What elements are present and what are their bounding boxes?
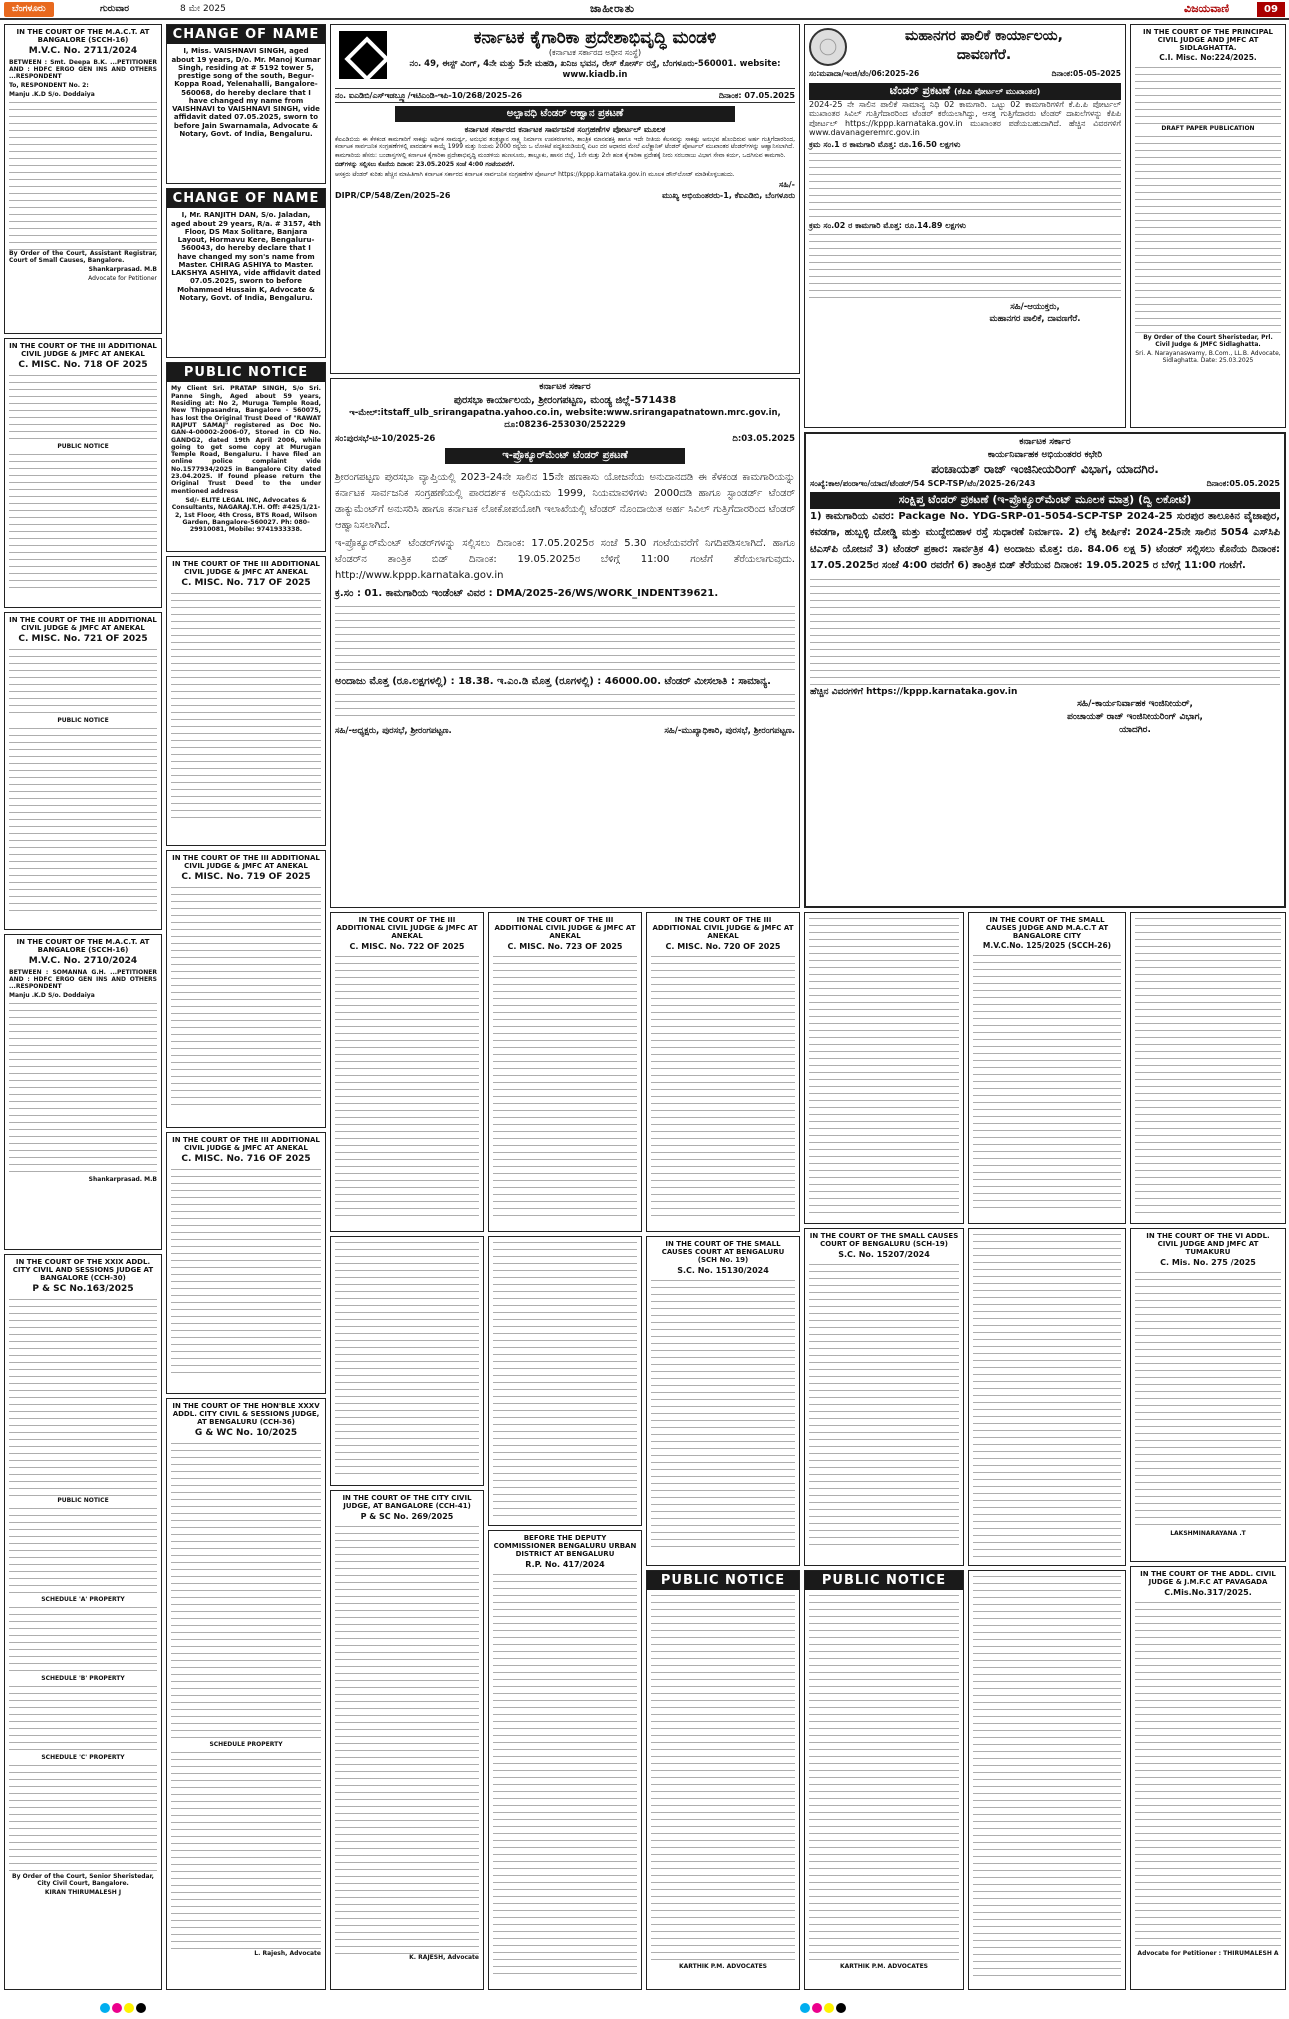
gov-heading: ಕರ್ನಾಟಕ ಸರ್ಕಾರ [539, 382, 591, 392]
public-notice-heading: PUBLIC NOTICE [57, 716, 109, 724]
notice-body [335, 1524, 479, 1954]
cmisc-notice-722 [330, 912, 484, 1232]
dipr-code: DIPR/CP/548/Zen/2025-26 [335, 191, 451, 201]
case-number: C. MISC. No. 720 OF 2025 [665, 942, 781, 952]
court-title: IN THE COURT OF THE M.A.C.T. AT BANGALORE (SCCH-16) [16, 938, 150, 955]
davanagere-tender [804, 24, 1126, 428]
case-number: C. MISC. No. 718 OF 2025 [18, 360, 148, 371]
dc-notice-417 [488, 1530, 642, 1990]
notice-body [493, 1240, 637, 1518]
notice-body [9, 1506, 157, 1596]
yadgir-tender [804, 432, 1286, 908]
notice-body [973, 1574, 1121, 1982]
public-notice-heading: PUBLIC NOTICE [57, 1496, 109, 1504]
kiadb-tender [330, 24, 800, 374]
tender-heading: ಇ-ಪ್ರೊಕ್ಯೂರ್‌ಮೆಂಟ್ ಟೆಂಡರ್ ಪ್ರಕಟಣೆ [445, 448, 685, 464]
ref-date: ದಿನಾಂಕ:05-05-2025 [1051, 69, 1121, 78]
court-title: IN THE COURT OF THE SMALL CAUSES JUDGE AND M.A.C.T AT BANGALORE CITY [985, 916, 1109, 941]
public-notice-heading: PUBLIC NOTICE [805, 1571, 963, 1590]
tender-detail [810, 577, 1280, 687]
case-number: C. MISC. No. 716 OF 2025 [181, 1154, 311, 1165]
court-title: IN THE COURT OF THE III ADDITIONAL CIVIL JUDGE & JMFC AT ANEKAL [9, 342, 157, 359]
ref-date: ದಿನಾಂಕ:05.05.2025 [1206, 479, 1280, 489]
color-registration-marks [100, 2003, 148, 2013]
ref-number: ನಂ. ಐಎಡಿಬಿ/ಎಸ್ಇಡಬ್ಲ್ಯೂ/ಇಟಿಎಂಡಿ-ಇಪಿ-10/268/2025-26 [335, 90, 523, 100]
advocate-name: KARTHIK P.M. ADVOCATES [840, 1963, 928, 1971]
court-title: IN THE COURT OF THE III ADDITIONAL CIVIL JUDGE & JMFC AT ANEKAL [172, 1136, 320, 1153]
masthead [0, 0, 1289, 20]
public-notice-3 [646, 1570, 800, 1990]
ref-number: ಸಂ:ಪುರಸಭೆ-ಟಿ-10/2025-26 [335, 434, 436, 445]
tender-web: ಹೆಚ್ಚಿನ ವಿವರಗಳಿಗೆ https://kppp.karnataka.gov.in [810, 686, 1018, 697]
sc-notice-15207 [804, 1228, 964, 1566]
cmisc-notice-717 [166, 556, 326, 846]
tender-body: 1) ಕಾಮಗಾರಿಯ ವಿವರ: Package No. YDG-SRP-01-5054-SCP-TSP 2024-25 ಸುರಪುರ ತಾಲೂಕಿನ ವೈಜಾಪುರ, ಕವಡಗಾ, ಹುಬ್ಬಳ್ಳಿ ದೋಡ್ಡಿ ಮತ್ತು ಮುದ್ದೇಬಿಹಾಳ ರಸ್ತೆ ಸುಧಾರಣೆ ನಿರ್ಮಾಣ. 2) ಲೆಕ್ಕ ಶೀರ್ಷಿಕೆ: 2024-25ನೇ ಸಾಲಿನ 5054 ಎಸ್‌ಸಿಪಿ ಟಿಎಸ್‌ಪಿ ಯೋಜನೆ 3) ಟೆಂಡರ್ ಪ್ರಕಾರ: ಸಾರ್ವತ್ರಿಕ 4) ಅಂದಾಜು ಮೊತ್ತ: ರೂ. 84.06 ಲಕ್ಷ 5) ಟೆಂಡರ್ ಸಲ್ಲಿಸಲು ಕೊನೆಯ ದಿನಾಂಕ: 17.05.2025ರ ಸಂಜೆ 4:00 ರವರೆಗೆ 6) ತಾಂತ್ರಿಕ ಬಿಡ್ ತೆರೆಯುವ ದಿನಾಂಕ: 19.05.2025 ರ ಬೆಳಿಗ್ಗೆ 11:00 ಗಂಟೆಗೆ. [810, 510, 1280, 572]
kiadb-logo-icon [339, 31, 387, 79]
gw-notice-10 [166, 1398, 326, 1990]
sign-president: ಸಹಿ/-ಅಧ್ಯಕ್ಷರು, ಪುರಸಭೆ, ಶ್ರೀರಂಗಪಟ್ಟಣ. [335, 726, 452, 737]
notice-body [171, 1441, 321, 1741]
notice-body [809, 1262, 959, 1545]
item-2: ಕ್ರಮ ಸಂ.02 ರ ಕಾಮಗಾರಿ ಮೊತ್ತ: ರೂ.14.89 ಲಕ್ಷಗಳು [809, 221, 966, 230]
case-number: C. MISC. No. 723 OF 2025 [507, 942, 623, 952]
schedule-b-text [9, 1684, 157, 1754]
item-1: ಕ್ರಮ ಸಂ.1 ರ ಕಾಮಗಾರಿ ಮೊತ್ತ: ರೂ.16.50 ಲಕ್ಷಗಳು [809, 139, 961, 149]
office-heading: ಪುರಸಭಾ ಕಾರ್ಯಾಲಯ, ಶ್ರೀರಂಗಪಟ್ಟಣ, ಮಂಡ್ಯ ಜಿಲ್ಲೆ-571438 [453, 394, 677, 406]
scc-notice-125 [968, 912, 1126, 1224]
court-title: IN THE COURT OF THE III ADDITIONAL CIVIL JUDGE & JMFC AT ANEKAL [9, 616, 157, 633]
tender-sub: ಕರ್ನಾಟಕ ಸರ್ಕಾರದ ಕರ್ನಾಟಕ ಸಾರ್ವಜನಿಕ ಸಂಗ್ರಹಣೆಗಳ ಪೋರ್ಟಲ್ ಮೂಲಕ [464, 124, 666, 134]
case-number: C.Mis.No.317/2025. [1164, 1588, 1252, 1598]
public-notice-heading: PUBLIC NOTICE [57, 442, 109, 450]
public-notice-4 [804, 1570, 964, 1990]
advocate-name: L. Rajesh, Advocate [254, 1949, 321, 1957]
advocate-name: K. RAJESH, Advocate [409, 1953, 479, 1961]
color-registration-marks [800, 2003, 848, 2013]
court-title: IN THE COURT OF THE PRINCIPAL CIVIL JUDGE AND JMFC AT SIDLAGHATTA. [1143, 28, 1273, 53]
case-number: C. MISC. No. 722 OF 2025 [349, 942, 465, 952]
case-number: P & SC No. 269/2025 [360, 1512, 454, 1522]
notice-body [651, 954, 795, 1219]
court-title: IN THE COURT OF THE SMALL CAUSES COURT AT BENGALURU (SCH No. 19) [661, 1240, 785, 1265]
cmisc-notice-716 [166, 1132, 326, 1394]
tender-work-detail [335, 604, 795, 674]
notice-body [493, 1572, 637, 1977]
schedule-b: SCHEDULE 'B' PROPERTY [41, 1674, 125, 1682]
office-heading: ಕಾರ್ಯನಿರ್ವಾಹಕ ಅಭಿಯಂತರರ ಕಛೇರಿ [987, 449, 1103, 460]
officer: ಮುಖ್ಯ ಅಭಿಯಂತರರು-1, ಕೆಐಎಡಿಬಿ, ಬೆಂಗಳೂರು [662, 191, 795, 201]
parties-text [9, 373, 157, 443]
notice-body [809, 1593, 959, 1963]
order-sign: By Order of the Court, Assistant Registrar, Court of Small Causes, Bangalore. [9, 250, 157, 265]
schedule-c: SCHEDULE 'C' PROPERTY [41, 1753, 125, 1761]
notice-body [171, 1167, 321, 1377]
ref-date: ದಿ:03.05.2025 [732, 434, 795, 445]
sign-dept: ಪಂಚಾಯತ್ ರಾಜ್ ಇಂಜಿನೀಯರಿಂಗ್ ವಿಭಾಗ, [1067, 712, 1203, 722]
case-number: S.C. No. 15130/2024 [677, 1266, 769, 1276]
dept-heading: ಪಂಚಾಯತ್ ರಾಜ್ ಇಂಜಿನೀಯರಿಂಗ್ ವಿಭಾಗ, ಯಾದಗಿರ. [931, 462, 1159, 477]
court-title: IN THE COURT OF THE ADDL. CIVIL JUDGE & J.M.F.C AT PAVAGADA [1140, 1570, 1276, 1587]
notice-body [9, 1001, 157, 1176]
schedule-heading: SCHEDULE PROPERTY [209, 1740, 283, 1748]
kiadb-title: ಕರ್ನಾಟಕ ಕೈಗಾರಿಕಾ ಪ್ರದೇಶಾಭಿವೃದ್ಧಿ ಮಂಡಳಿ [473, 28, 717, 48]
notice-body [651, 1278, 795, 1553]
sign: ಸಹಿ/-ಕಾರ್ಯನಿರ್ವಾಹಕ ಇಂಜಿನೀಯರ್, [1077, 699, 1193, 710]
court-title: IN THE COURT OF THE M.A.C.T. AT BANGALORE (SCCH-16) [16, 28, 150, 45]
tumakuru-notice [1130, 1228, 1286, 1562]
order-sign: By Order of the Court Sheristedar, Prl. Civil Judge & JMFC Sidlaghatta. [1143, 334, 1273, 349]
advocate-name: Advocate for Petitioner : THIRUMALESH A [1137, 1949, 1279, 1957]
change-of-name-text: I, Mr. RANJITH DAN, S/o. Jaladan, aged about 29 years, R/a. # 3157, 4th Floor, DS Max Solitare, Banjara Layout, Hormavu Kere, Bengaluru-560043, do hereby declare that I have changed my son's name from Master. CHIRAG ASHIYA to Master. LAKSHYA ASHIYA, vide affidavit dated 07.05.2025, sworn to before Mohammed Hussain K, Advocate & Notary, Govt. of India, Bengaluru. [171, 211, 322, 302]
kannada-notice-5 [968, 1228, 1126, 1566]
item-1-detail [809, 151, 1121, 221]
case-number: S.C. No. 15207/2024 [838, 1250, 930, 1260]
contact: ಇ-ಮೇಲ್:itstaff_ulb_srirangapatna.yahoo.co.in, website:www.srirangapatnatown.mrc.gov.in, [349, 408, 781, 419]
emblem-icon [809, 28, 847, 66]
public-notice-heading: PUBLIC NOTICE [647, 1571, 799, 1590]
change-of-name-heading: CHANGE OF NAME [167, 25, 325, 44]
case-number: C. Mis. No. 275 /2025 [1160, 1258, 1256, 1268]
tender-body: 2024-25 ನೇ ಸಾಲಿನ ಪಾಲಿಕೆ ಸಾಮಾನ್ಯ ನಿಧಿ 02 ಕಾಮಗಾರಿ. ಒಟ್ಟು 02 ಕಾಮಗಾರಿಗಳಿಗೆ ಕೆ.ಪಿ.ಪಿ ಪೋರ್ಟಲ್ ಮುಖಾಂತರ ಸಿವಿಲ್ ಗುತ್ತಿಗೆದಾರರಿಂದ ಟೆಂಡರ್ ಕರೆಯಲಾಗಿದ್ದು, ಆಸಕ್ತ ಗುತ್ತಿಗೆದಾರರು ಟೆಂಡರ್ ದಾಖಲೆಗಳನ್ನು ಕೆಪಿಪಿ ಪೋರ್ಟಲ್ https://kppp.karnataka.gov.in ಮುಖಾಂತರ ಪಡೆಯಬಹುದಾಗಿದೆ. ಹೆಚ್ಚಿನ ವಿವರಗಳಿಗೆ www.davanageremrc.gov.in [809, 99, 1121, 138]
tender-heading: ಅಲ್ಪಾವಧಿ ಟೆಂಡರ್ ಆಹ್ವಾನ ಪ್ರಕಟಣೆ [395, 106, 735, 122]
tender-work: ಕಾಮಗಾರಿಯ ಹೆಸರು: ಬಂಡಾಸ್ತಗಳಲ್ಲಿ ಕರ್ನಾಟಕ ಕೈಗಾರಿಕಾ ಪ್ರದೇಶಾಭಿವೃದ್ಧಿ ಮಂಡಳಿಯ ಹುಣಸೂರು, ತಾಲ್ಲೂಕು, ಹಾಸನ ಜಿಲ್ಲೆ, 1ನೇ ಮತ್ತು 2ನೇ ಹಂತ ಕೈಗಾರಿಕಾ ಪ್ರದೇಶಕ್ಕೆ ನೀರು ಸರಬರಾಜು ವಿಭಾಗ ಸೇವಾ ಕರ್ಯ, ಒದಗಿಸುವ ಕಾಮಗಾರಿ. [335, 152, 786, 160]
respondent-to: To, RESPONDENT No. 2: [9, 81, 89, 89]
tender-portal: ಆಸಕ್ತರು ಟೆಂಡರ್ ಕುರಿತು ಹೆಚ್ಚಿನ ಮಾಹಿತಿಗಾಗಿ ಕರ್ನಾಟಕ ಸರ್ಕಾರದ ಕರ್ನಾಟಕ ಸಾರ್ವಜನಿಕ ಸಂಗ್ರಹಣೆಗಳ ಪೋರ್ಟಲ್ https://kppp.karnataka.gov.in ಮೂಲಕ ಡೌನ್‌ಲೋಡ್ ಮಾಡಿಕೊಳ್ಳಬಹುದು. [335, 170, 735, 178]
respondent-name: Manju .K.D S/o. Doddaiya [9, 91, 95, 99]
masthead-date: 8 ಮೇ 2025 [180, 4, 226, 14]
kannada-notice-1 [804, 912, 964, 1224]
city-heading: ದಾವಣಗೆರೆ. [956, 47, 1012, 63]
kannada-notice-3 [330, 1236, 484, 1486]
public-notice-heading: PUBLIC NOTICE [167, 363, 325, 382]
ref-date: ದಿನಾಂಕ: 07.05.2025 [718, 90, 795, 100]
advocate-name: KIRAN THIRUMALESH J [44, 1889, 122, 1897]
tender-note [335, 692, 795, 722]
cmisc-notice-723 [488, 912, 642, 1232]
notice-body [1135, 1600, 1281, 1950]
advocate-name: Shankarprasad. M.B [88, 266, 157, 274]
court-title: IN THE COURT OF THE XXIX ADDL. CITY CIVIL AND SESSIONS JUDGE AT BANGALORE (CCH-30) [12, 1258, 154, 1283]
page-number: 09 [1257, 2, 1285, 17]
srirangapatna-tender [330, 378, 800, 908]
notice-body [1135, 134, 1281, 334]
notice-body [973, 1232, 1121, 1558]
tender-heading [809, 83, 1121, 100]
advocate-name: KARTHIK P.M. ADVOCATES [679, 1963, 767, 1971]
schedule-a-text [9, 1605, 157, 1675]
case-number: P & SC No.163/2025 [32, 1284, 134, 1295]
court-title: IN THE COURT OF THE CITY CIVIL JUDGE, AT BANGALORE (CCH-41) [342, 1494, 472, 1511]
paper-name: ವಿಜಯವಾಣಿ [1183, 2, 1229, 15]
public-notice-lost-deed [166, 362, 326, 552]
masthead-day: ಗುರುವಾರ [100, 4, 130, 14]
tender-dates: ಇ-ಪ್ರೊಕ್ಯೂರ್‌ಮೆಂಟ್ ಟೆಂಡರ್‌ಗಳನ್ನು ಸಲ್ಲಿಸಲು ದಿನಾಂಕ: 17.05.2025ರ ಸಂಜೆ 5.30 ಗಂಟೆಯವರೆಗೆ ನಿಗದಿಪಡಿಸಲಾಗಿದೆ. ಹಾಗೂ ಟೆಂಡರ್‌ನ ತಾಂತ್ರಿಕ ಬಿಡ್ ದಿನಾಂಕ: 19.05.2025ರ ಬೆಳಿಗ್ಗೆ 11:00 ಗಂಟೆಗೆ ತೆರೆಯಲಾಗುವುದು. http://www.kppp.karnataka.gov.in [335, 538, 795, 582]
case-number: C. MISC. No. 719 OF 2025 [181, 872, 311, 883]
court-title: IN THE COURT OF THE III ADDITIONAL CIVIL JUDGE & JMFC AT ANEKAL [494, 916, 636, 941]
case-number: R.P. No. 417/2024 [525, 1560, 605, 1570]
court-title: IN THE COURT OF THE III ADDITIONAL CIVIL JUDGE & JMFC AT ANEKAL [336, 916, 478, 941]
case-number: M.V.C. No. 2710/2024 [28, 956, 138, 967]
notice-body [651, 1593, 795, 1963]
public-notice-text: My Client Sri. PRATAP SINGH, S/o Sri. Panne Singh, Aged about 59 years, Residing at: No 2, Muruga Temple Road, New Thippasandra, Bangalore - 560075, has lost the Original Trust Deed of "RAWAT RAJPUT SAMAJ" registered as Doc No. GAN-4-00002-2006-07, Stored in CD No. GANDG2, dated 19th April 2006, while going to get some copy at Murugan Temple Road, Bengaluru. I have filed an online police complaint vide No.1577934/2025 in Bangalore City dated 23.04.2025. If found please return the Original Trust Deed to the under mentioned address [171, 385, 321, 495]
gov-heading: ಕರ್ನಾಟಕ ಸರ್ಕಾರ [1019, 437, 1071, 447]
tender-heading-sub: (ಕೆಪಿಪಿ ಪೋರ್ಟಲ್ ಮುಖಾಂತರ) [954, 86, 1041, 96]
notice-body [1135, 1270, 1281, 1530]
court-title: IN THE COURT OF THE HON'BLE XXXV ADDL. CITY CIVIL & SESSIONS JUDGE, AT BENGALURU (CCH-36) [172, 1402, 320, 1427]
schedule-text [171, 1750, 321, 1950]
item-2-detail [809, 232, 1121, 302]
cmisc-notice-719 [166, 850, 326, 1128]
tender-body: ಶ್ರೀರಂಗಪಟ್ಟಣ ಪುರಸಭಾ ವ್ಯಾಪ್ತಿಯಲ್ಲಿ 2023-24ನೇ ಸಾಲಿನ 15ನೇ ಹಣಕಾಸು ಯೋಜನೆಯ ಅನುದಾನದಡಿ ಈ ಕೆಳಕಂಡ ಕಾಮಗಾರಿಯನ್ನು ಕರ್ನಾಟಕ ಸಾರ್ವಜನಿಕ ಸಂಗ್ರಹಣೆಯಲ್ಲಿ ಪಾರದರ್ಶಕ ಅಧಿನಿಯಮ 1999, ನಿಯಮಾವಳಿಗಳು 2000ದಡಿ ಹಾಗೂ ಸ್ಟಾಂಡರ್ಡ್ ಟೆಂಡರ್ ಡಾಕ್ಯುಮೆಂಟ್‌ಗೆ ಅನುಸರಿಸಿ ಹಾಗೂ ಕರ್ನಾಟಕ ಲೋಕೋಪಯೋಗಿ ಇಲಾಖೆಯಲ್ಲಿ ಟೆಂಡರ್ ನೊಂದಾಯಿತ ಅರ್ಹ ಸಿವಿಲ್ ಗುತ್ತಿಗೆದಾರರಿಂದ ಟೆಂಡರ್ ಆಹ್ವಾನಿಸಲಾಗಿದೆ. [335, 472, 795, 532]
advocate-role: Advocate for Petitioner [88, 275, 157, 283]
cmisc-notice-718 [4, 338, 162, 608]
advocate-name: Sri. A. Narayanaswamy, B.Com., LL.B. Advocate, Sidlaghatta. Date: 25.03.2025 [1135, 350, 1281, 365]
phone: ದೂ:08236-253030/252229 [504, 420, 626, 431]
notice-body [335, 1240, 479, 1478]
sidlaghatta-notice [1130, 24, 1286, 428]
ps-notice-163 [4, 1254, 162, 1990]
case-number: M.V.C.No. 125/2025 (SCCH-26) [982, 941, 1112, 951]
tender-heading-text: ಟೆಂಡರ್ ಪ್ರಕಟಣೆ [889, 83, 951, 97]
kannada-notice-2 [1130, 912, 1286, 1224]
court-title: IN THE COURT OF THE III ADDITIONAL CIVIL JUDGE & JMFC AT ANEKAL [172, 560, 320, 577]
kannada-notice-4 [488, 1236, 642, 1526]
notice-body [973, 953, 1121, 1208]
advocate-name: LAKSHMINARAYANA .T [1170, 1529, 1246, 1537]
notice-body [1135, 916, 1281, 1216]
sign-city: ಯಾದಗಿರ. [1119, 724, 1151, 735]
advocate-name: Shankarprasad. M.B [88, 1176, 157, 1184]
mact-notice-2711 [4, 24, 162, 334]
change-of-name-2 [166, 188, 326, 358]
kiadb-address: ನಂ. 49, ಈಸ್ಟ್ ವಿಂಗ್, 4ನೇ ಮತ್ತು 5ನೇ ಮಹಡಿ, ಖನಿಜ ಭವನ, ರೇಸ್ ಕೋರ್ಸ್ ರಸ್ತೆ, ಬೆಂಗಳೂರು-560001. website: www.kiadb.in [409, 59, 781, 80]
notice-body [171, 885, 321, 1105]
advocate-address: Sd/- ELITE LEGAL INC, Advocates & Consultants, NAGARAJ.T.H. Off: #425/1/21-2, 1st Floor, 4th Cross, BTS Road, Wilson Garden, Bangalore-560027. Ph: 080-29910081, Mobile: 9741933338. [171, 497, 321, 534]
cmisc-notice-721 [4, 612, 162, 930]
kannada-notice-6 [968, 1570, 1126, 1990]
tender-body: ಕೆಐಎಡಿಬಿಯ ಈ ಕೆಳಕಂಡ ಕಾಮಗಾರಿಗೆ ಸಾಕಷ್ಟು ಅರ್ಥಿಕ ಸಾಮರ್ಥ್ಯ, ಅನುಭವ ತಂತ್ರಜ್ಞಾನ ಸಾಕ್ಷ್ಯ ನಿರ್ಮಾಣ ಉಪಕರಣಗಳು, ತಾಂತ್ರಿಕ ಮಾನವಶಕ್ತಿ ಹಾಗೂ ಇದೇ ರೀತಿಯ ಕೆಲಸವನ್ನು ಸಾಕಷ್ಟು ಅನುಭವ ಹೊಂದಿರುವ ಅರ್ಹ ಗುತ್ತಿಗೆದಾರರಿಂದ, ಕರ್ನಾಟಕ ಸಾರ್ವಜನಿಕ ಸಂಗ್ರಹಣೆಗಳಲ್ಲಿ ಪಾರದರ್ಶಕ ಕಾಯ್ದೆ 1999 ಮತ್ತು ನಿಯಮ 2000 ರನ್ವಯ ಒ ಲೋಕಿಟೆ ಪದ್ಧತಿಯಡಿಯಲ್ಲಿ ಏಟಂ ದರ ಆಧಾರದ ಮೇಲೆ ಎಲೆಕ್ಟ್ರಾನಿಕ್ ಟೆಂಡರ್ ಪೋರ್ಟಲ್ ಮುಖಾಂತರ ಟೆಂಡರ್‌ಗಳನ್ನು ಆಹ್ವಾನಿಸಲಾಗಿದೆ. [335, 136, 795, 151]
edition-tag: ಬೆಂಗಳೂರು [4, 2, 54, 17]
notice-body [493, 954, 637, 1219]
tender-heading: ಸಂಕ್ಷಿಪ್ತ ಟೆಂಡರ್ ಪ್ರಕಟಣೆ (ಇ-ಪ್ರೊಕ್ಯೂರ್‌ಮೆಂಟ್ ಮೂಲಕ ಮಾತ್ರ) (ದ್ವಿ ಲಕೋಟೆ) [810, 492, 1280, 509]
parties-text [1135, 65, 1281, 125]
case-number: C. MISC. No. 721 OF 2025 [18, 634, 148, 645]
court-title: IN THE COURT OF THE III ADDITIONAL CIVIL JUDGE & JMFC AT ANEKAL [652, 916, 794, 941]
change-of-name-1 [166, 24, 326, 184]
court-title: IN THE COURT OF THE SMALL CAUSES COURT OF BENGALURU (SCH-19) [809, 1232, 959, 1249]
case-number: C.I. Misc. No:224/2025. [1159, 53, 1257, 63]
sign: ಸಹಿ/-ಆಯುಕ್ತರು, [1010, 302, 1060, 313]
ref-number: ಸಂ:ಮಪಾದಾ/ಇಂಜಿ/ಟೆಂ/06:2025-26 [809, 69, 920, 78]
court-title: BEFORE THE DEPUTY COMMISSIONER BENGALURU URBAN DISTRICT AT BENGALURU [493, 1534, 637, 1559]
sign-office: ಮಹಾನಗರ ಪಾಲಿಕೆ, ದಾವಣಗೆರೆ. [989, 314, 1081, 325]
notice-body [9, 100, 157, 250]
notice-body [9, 726, 157, 916]
change-of-name-heading: CHANGE OF NAME [167, 189, 325, 208]
schedule-c-text [9, 1763, 157, 1873]
sc-notice-15130 [646, 1236, 800, 1566]
court-title: IN THE COURT OF THE VI ADDL. CIVIL JUDGE AND JMFC AT TUMAKURU [1146, 1232, 1270, 1257]
notice-body [9, 452, 157, 592]
office-heading: ಮಹಾನಗರ ಪಾಲಿಕೆ ಕಾರ್ಯಾಲಯ, [905, 28, 1063, 45]
notice-body [335, 954, 479, 1219]
tender-deadline: ಬಿಡ್‌ಗಳನ್ನು ಸಲ್ಲಿಸಲು ಕೊನೆಯ ದಿನಾಂಕ: 23.05.2025 ಸಂಜೆ 4:00 ಗಂಟೆಯವರೆಗೆ. [335, 161, 515, 169]
order-sign: By Order of the Court, Senior Sheristedar, City Civil Court, Bangalore. [12, 1873, 154, 1888]
ccc-notice-269 [330, 1490, 484, 1990]
notice-body [809, 916, 959, 1216]
sign-officer: ಸಹಿ/-ಮುಖ್ಯಾಧಿಕಾರಿ, ಪುರಸಭೆ, ಶ್ರೀರಂಗಪಟ್ಟಣ. [664, 726, 795, 737]
parties: BETWEEN : Smt. Deepa B.K. ...PETITIONER AND : HDFC ERGO GEN INS AND OTHERS ...RESPONDENT [9, 58, 157, 80]
case-number: M.V.C. No. 2711/2024 [28, 46, 138, 57]
parties-text [9, 647, 157, 717]
court-title: IN THE COURT OF THE III ADDITIONAL CIVIL JUDGE & JMFC AT ANEKAL [172, 854, 320, 871]
schedule-a: SCHEDULE 'A' PROPERTY [41, 1595, 125, 1603]
notice-body [171, 591, 321, 821]
pavagada-notice [1130, 1566, 1286, 1990]
sign: ಸಹಿ/- [779, 179, 795, 189]
mact-notice-2710 [4, 934, 162, 1250]
tender-work: ಕ್ರ.ಸಂ : 01. ಕಾಮಗಾರಿಯ ಇಂಡೆಂಟ್ ವಿವರ : DMA/2025-26/WS/WORK_INDENT39621. [335, 588, 719, 600]
parties: BETWEEN : SOMANNA G.H. ...PETITIONER AND : HDFC ERGO GEN INS AND OTHERS ...RESPONDENT [9, 968, 157, 990]
kiadb-subtitle: (ಕರ್ನಾಟಕ ಸರ್ಕಾರದ ಅಧೀನ ಸಂಸ್ಥೆ) [548, 48, 642, 58]
ref-number: ಸಂಖ್ಯೆ:ಕಾಅ/ಪಂರಾಇಂ/ಯಾದ/ಟೆಂಡರ್/54 SCP-TSP/ಟೆಂ/2025-26/243 [810, 479, 1036, 489]
tender-amount: ಅಂದಾಜು ಮೊತ್ತ (ರೂ.ಲಕ್ಷಗಳಲ್ಲಿ) : 18.38. ಇ.ಎಂ.ಡಿ ಮೊತ್ತ (ರೂಗಳಲ್ಲಿ) : 46000.00. ಟೆಂಡರ್ ಮೀಸಲಾತಿ : ಸಾಮಾನ್ಯ. [335, 676, 771, 688]
draft-heading: DRAFT PAPER PUBLICATION [1161, 124, 1255, 132]
section-title: ಜಾಹೀರಾತು [590, 2, 636, 15]
respondent-name: Manju .K.D S/o. Doddaiya [9, 991, 95, 999]
case-number: C. MISC. No. 717 OF 2025 [181, 578, 311, 589]
parties-text [9, 1297, 157, 1497]
cmisc-notice-720 [646, 912, 800, 1232]
case-number: G & WC No. 10/2025 [194, 1428, 298, 1439]
change-of-name-text: I, Miss. VAISHNAVI SINGH, aged about 19 years, D/o. Mr. Manoj Kumar Singh, residing at # 5192 tower 5, prestige song of the south, Begur-Koppa Road, Yelenahalli, Bangalore-560068, do hereby declare that I have changed my name from VAISHNAVI to VAISHNAVI SINGH, vide affidavit dated 07.05.2025, sworn to before Jain Swarnamala, Advocate & Notary, Govt. of India, Bengaluru. [171, 47, 321, 138]
